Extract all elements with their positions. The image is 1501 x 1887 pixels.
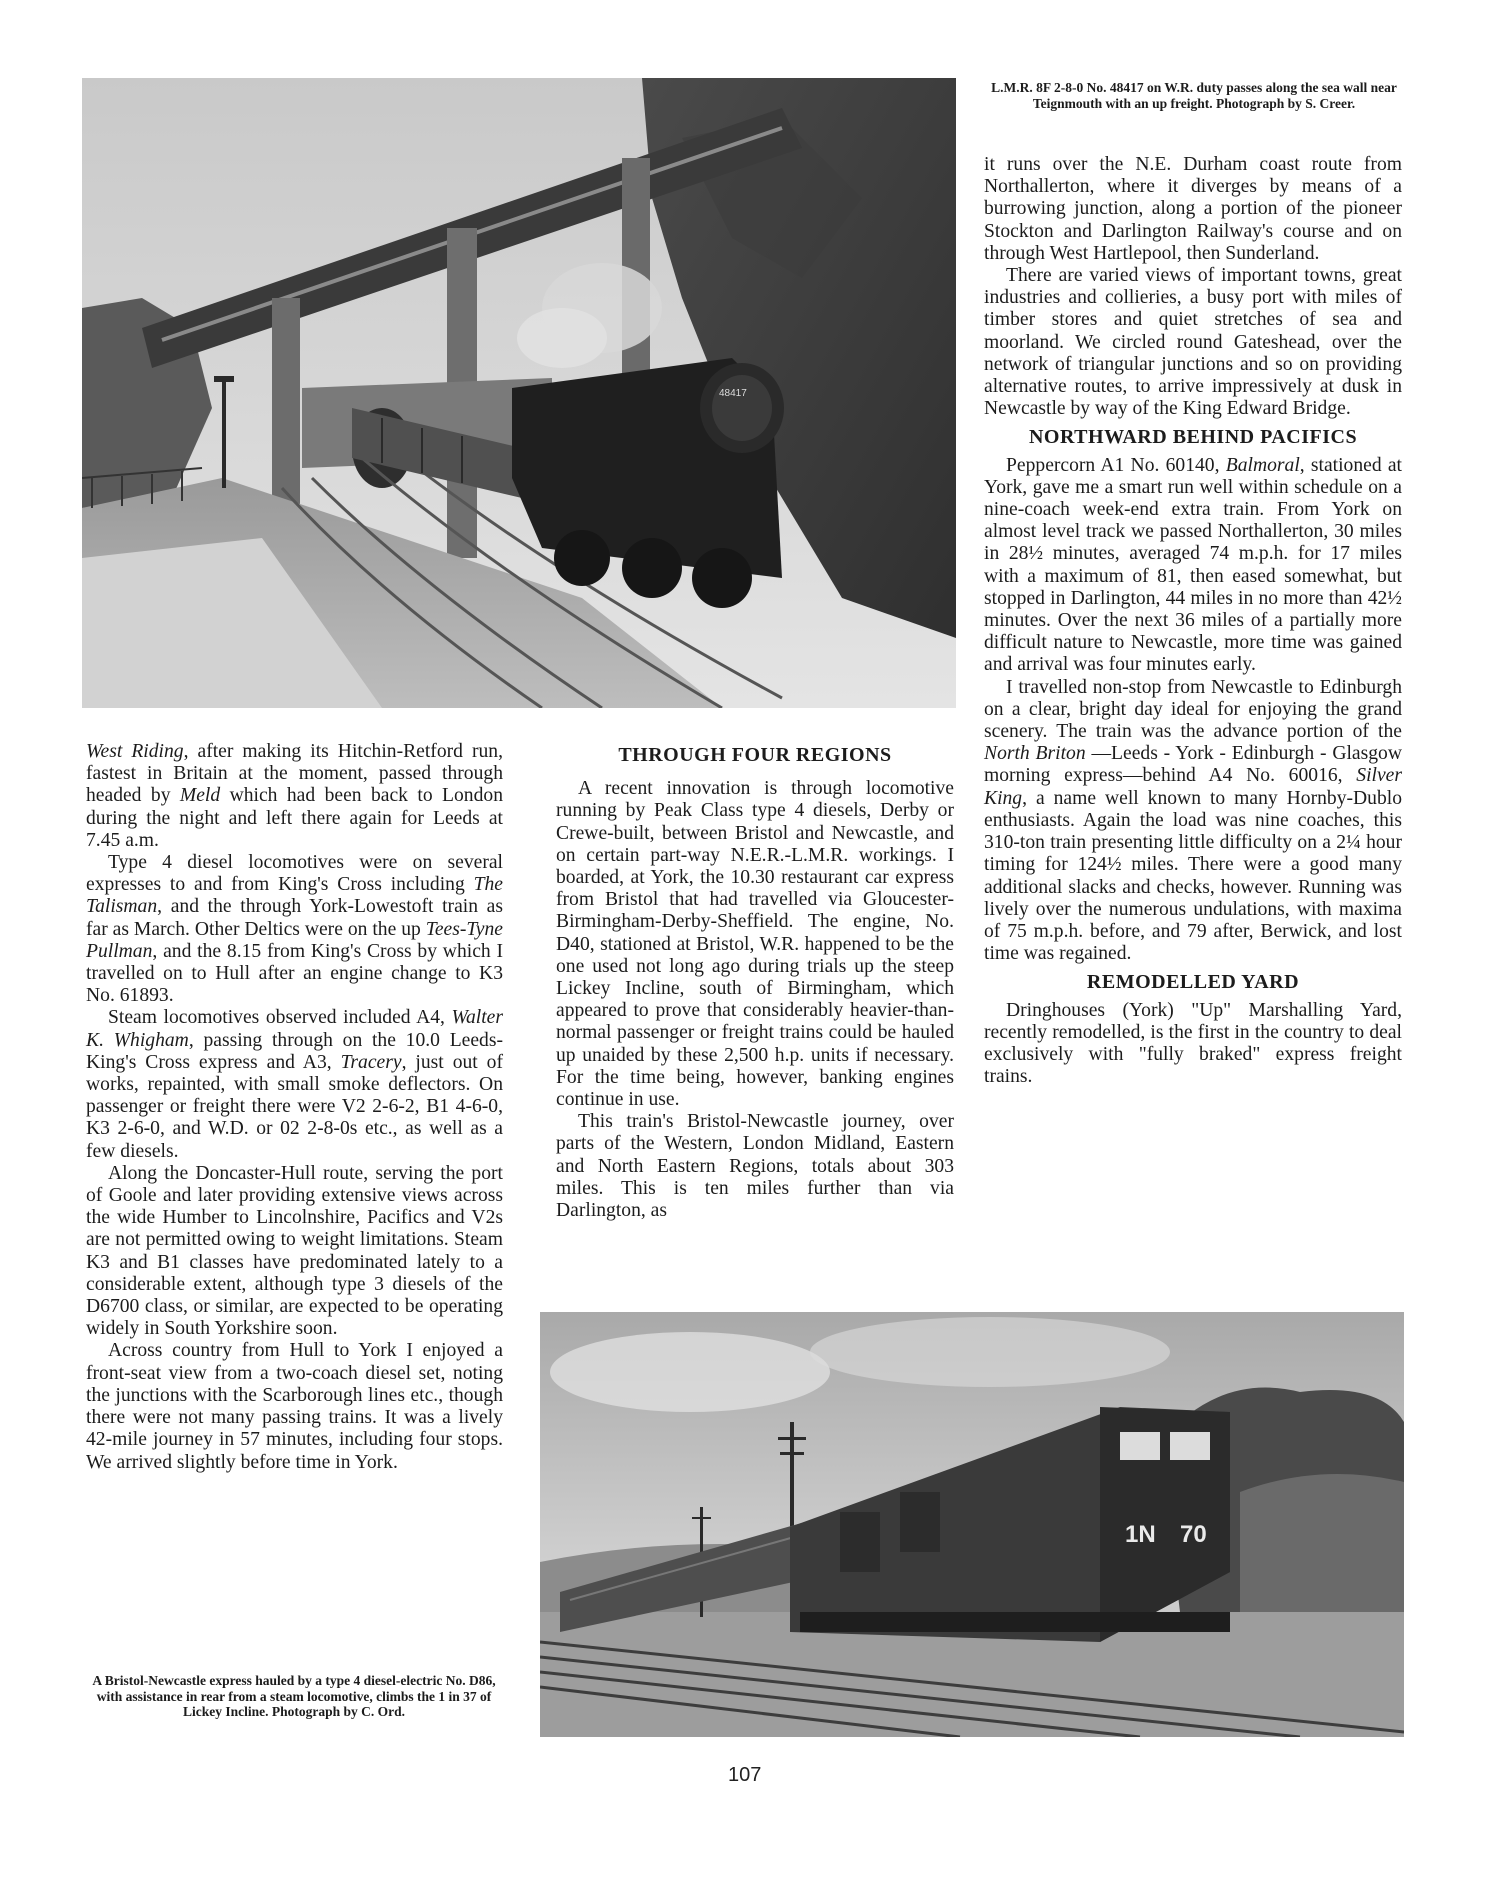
col1-paragraph-5: Across country from Hull to York I enjoyed a front-seat view from a two-coach diesel set, noting the junctions with the Scarborough lines etc., though there were not many passing trains. It was a lively 42-mile journey in 57 minutes, including four stops. We arrived slightly before time in York.: [86, 1340, 503, 1473]
loco-name-silver-king: Silver King: [984, 765, 1402, 809]
col3-paragraph-5: Dringhouses (York) "Up" Marshalling Yard, recently remodelled, is the first in the country to deal exclusively with "fully braked" express freight trains.: [984, 999, 1402, 1088]
col3-p4-text-b: —Leeds - York - Edinburgh - Glasgow morning express—behind A4 No. 60016,: [984, 743, 1402, 787]
heading-through-four-regions: THROUGH FOUR REGIONS: [618, 744, 892, 766]
smokebox-number-plate: 48417: [719, 388, 747, 399]
col1-paragraph-2: [86, 852, 503, 1007]
col3-paragraph-2: There are varied views of important towns, great industries and collieries, a busy port with miles of timber stores and quiet stretches of sea and moorland. We circled round Gateshead, over the network of triangular junctions and so on providing alternative routes, to arrive impressively at dusk in Newcastle by way of the King Edward Bridge.: [984, 265, 1402, 420]
col3-p3-text-b: , stationed at York, gave me a smart run well within schedule on a nine-coach week-end extra train. From York on almost level track we passed Northallerton, 30 miles in 28½ minutes, averaged 74 m.p.h. for 17 miles with a maximum of 81, then eased somewhat, but stopped in Darlington, 44 miles in no more than 42½ minutes. Over the next 36 miles of a partially more difficult nature to Newcastle, more time was gained and arrival was four minutes early.: [984, 454, 1402, 676]
column-3: [984, 154, 1402, 1088]
col3-p3-text-a: Peppercorn A1 No. 60140,: [1006, 454, 1226, 476]
col1-p2-text-b: , and the through York-Lowestoft train as far as March. Other Deltics were on the up: [86, 896, 503, 940]
col3-p4-text-c: , a name well known to many Hornby-Dublo enthusiasts. Again the load was nine coaches, this 310-ton train presenting little difficulty on a 2¼ hour timing for 124½ miles. There were a good many additional slacks and checks, however. Running was lively over the numerous undulations, with maxima of 75 m.p.h. before, and 79 after, Berwick, and lost time was regained.: [984, 787, 1402, 965]
col3-paragraph-4: [984, 677, 1402, 966]
photo-steam-freight-teignmouth: [82, 78, 956, 708]
column-2: [556, 738, 954, 1222]
loco-name-whigham: Walter K. Whigham: [86, 1007, 503, 1051]
col3-paragraph-1: it runs over the N.E. Durham coast route from Northallerton, where it diverges by means of a burrowing junction, along a portion of the pioneer Stockton and Darlington Railway's course and on through West Hartlepool, then Sunderland.: [984, 154, 1402, 264]
train-name-tees-tyne: Tees-Tyne Pullman: [86, 918, 503, 962]
col1-p1-text-a: , after making its Hitchin-Retford run, fastest in Britain at the moment, passed through headed by: [86, 741, 503, 807]
col2-paragraph-1: A recent innovation is through locomotive running by Peak Class type 4 diesels, Derby or Crewe-built, between Bristol and Newcastle, and on certain part-way N.E.R.-L.M.R. workings. I boarded, at York, the 10.30 restaurant car express from Bristol that had travelled via Gloucester-Birmingham-Derby-Sheffield. The engine, No. D40, stationed at Bristol, W.R. happened to be the one used not long ago during trials up the steep Lickey Incline, south of Birmingham, which appeared to prove that considerably heavier-than-normal passenger or freight trains could be hauled up unaided by these 2,500 h.p. units if necessary. For the time being, however, banking engines continue in use.: [556, 778, 954, 1111]
headcode-right: 70: [1180, 1521, 1207, 1548]
photo-diesel-lickey-incline: [540, 1312, 1404, 1737]
col3-paragraph-3: [984, 455, 1402, 677]
caption-bottom-photo: A Bristol-Newcastle express hauled by a type 4 diesel-electric No. D86, with assistance in rear from a steam locomotive, climbs the 1 in 37 of Lickey Incline. Photograph by C. Ord.: [92, 1673, 496, 1719]
column-1: [86, 741, 503, 1474]
headcode-left: 1N: [1125, 1521, 1156, 1548]
heading-remodelled-yard: REMODELLED YARD: [1086, 971, 1300, 994]
col1-paragraph-4: Along the Doncaster-Hull route, serving the port of Goole and later providing extensive views across the wide Humber to Lincolnshire, Pacifics and V2s are not permitted owing to weight limitations. Steam K3 and B1 classes have predominated lately to a considerable extent, although type 3 diesels of the D6700 class, or similar, are expected to be operating widely in South Yorkshire soon.: [86, 1162, 503, 1340]
col1-p2-text-a: Type 4 diesel locomotives were on several expresses to and from King's Cross including: [86, 852, 503, 896]
col1-paragraph-1: [86, 741, 503, 852]
col1-p3-text-a: Steam locomotives observed included A4,: [108, 1007, 452, 1029]
col1-paragraph-3: [86, 1007, 503, 1162]
caption-top-photo: L.M.R. 8F 2-8-0 No. 48417 on W.R. duty passes along the sea wall near Teignmouth with an up freight. Photograph by S. Creer.: [991, 80, 1397, 111]
col1-p3-text-c: , just out of works, repainted, with small smoke deflectors. On passenger or freight there were V2 2-6-2, B1 4-6-0, K3 2-6-0, and W.D. or 02 2-8-0s etc., as well as a few diesels.: [86, 1051, 504, 1162]
col1-p1-text-b: which had been back to London during the night and left there again for Leeds at 7.45 a.m.: [86, 785, 503, 851]
col1-p2-text-c: , and the 8.15 from King's Cross by which I travelled on to Hull after an engine change to K3 No. 61893.: [86, 940, 503, 1007]
loco-name-meld: Meld: [179, 785, 221, 807]
loco-name-tracery: Tracery: [340, 1051, 402, 1073]
page-number: 107: [728, 1764, 762, 1786]
heading-northward-behind-pacifics: NORTHWARD BEHIND PACIFICS: [1028, 426, 1358, 449]
col1-p3-text-b: , passing through on the 10.0 Leeds-King's Cross express and A3,: [86, 1029, 504, 1073]
title-west-riding: West Riding: [86, 741, 184, 762]
loco-name-balmoral: Balmoral: [1225, 454, 1300, 476]
col2-paragraph-2: This train's Bristol-Newcastle journey, over parts of the Western, London Midland, Eastern and North Eastern Regions, totals about 303 miles. This is ten miles further than via Darlington, as: [556, 1111, 954, 1222]
train-name-north-briton: North Briton: [984, 743, 1086, 765]
train-name-talisman: The Talisman: [86, 874, 503, 918]
col3-p4-text-a: I travelled non-stop from Newcastle to Edinburgh on a clear, bright day ideal for enjoying the grand scenery. The train was the advance portion of the: [984, 676, 1402, 743]
